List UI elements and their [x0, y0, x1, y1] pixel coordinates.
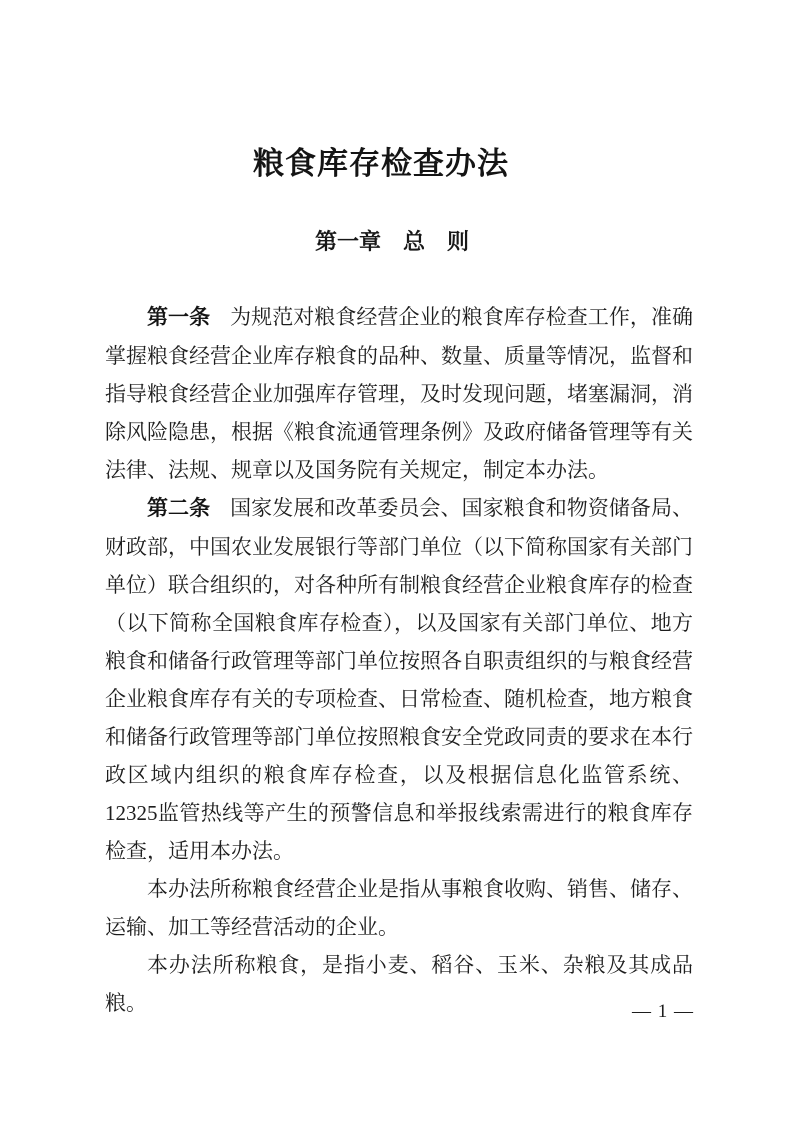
- paragraph-article-1: [105, 298, 693, 489]
- document-title: 粮食库存检查办法: [253, 146, 509, 181]
- page-number: — 1 —: [632, 1001, 694, 1022]
- article-1-text: 为规范对粮食经营企业的粮食库存检查工作，准确掌握粮食经营企业库存粮食的品种、数量、质量等情况，监督和指导粮食经营企业加强库存管理，及时发现问题，堵塞漏洞，消除风险隐患，根据《粮食流通管理条例》及政府储备管理等有关法律、法规、规章以及国务院有关规定，制定本办法。: [105, 305, 693, 482]
- paragraph-definition-enterprise: [105, 870, 693, 946]
- document-body: [105, 298, 693, 1022]
- paragraph-definition-grain-text: 本办法所称粮食，是指小麦、稻谷、玉米、杂粮及其成品粮。: [105, 953, 693, 1015]
- paragraph-definition-enterprise-text: 本办法所称粮食经营企业是指从事粮食收购、销售、储存、运输、加工等经营活动的企业。: [105, 877, 693, 939]
- paragraph-definition-grain: [105, 946, 693, 1022]
- chapter-heading: 第一章 总 则: [314, 229, 469, 254]
- article-1-label: 第一条: [147, 306, 211, 329]
- article-2-label: 第二条: [147, 497, 211, 520]
- article-2-text: 国家发展和改革委员会、国家粮食和物资储备局、财政部，中国农业发展银行等部门单位（以下简称国家有关部门单位）联合组织的，对各种所有制粮食经营企业粮食库存的检查（以下简称全国粮食库存检查），以及国家有关部门单位、地方粮食和储备行政管理等部门单位按照各自职责组织的与粮食经营企业粮食库存有关的专项检查、日常检查、随机检查，地方粮食和储备行政管理等部门单位按照粮食安全党政同责的要求在本行政区域内组织的粮食库存检查，以及根据信息化监管系统、12325监管热线等产生的预警信息和举报线索需进行的粮食库存检查，适用本办法。: [105, 496, 693, 863]
- paragraph-article-2: [105, 489, 693, 870]
